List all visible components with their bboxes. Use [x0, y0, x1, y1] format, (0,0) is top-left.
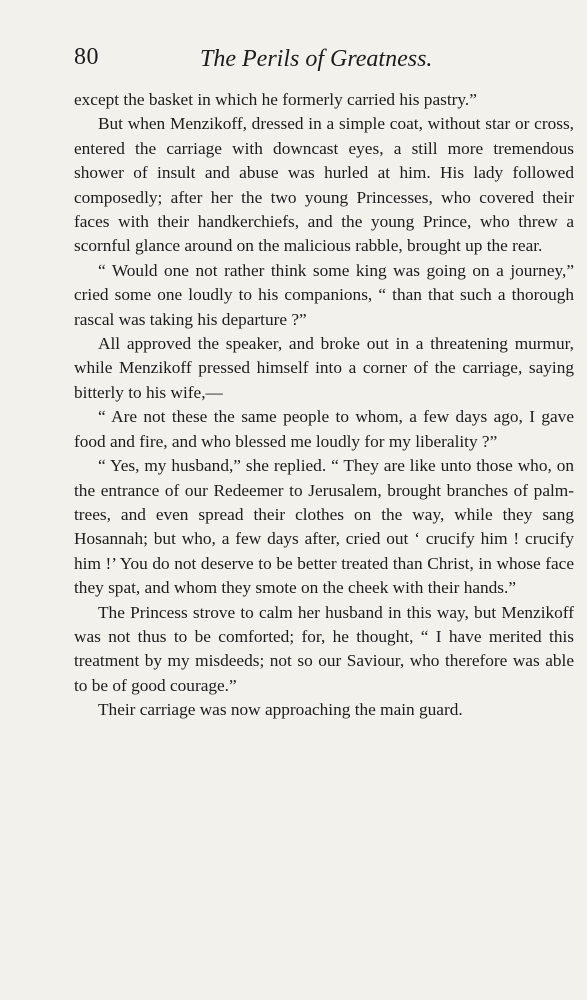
paragraph: Their carriage was now approaching the main guard. — [98, 700, 463, 720]
body-text — [74, 88, 574, 723]
paragraph: “ Yes, my husband,” she replied. “ They are like unto those who, on the entrance of our Redeemer to Jerusalem, brought branches of palm-trees, and even spread their clothes on the way, while they sang Hosannah; but who, a few days after, cried out ‘ crucify him ! crucify him !’ You do not deserve to be better treated than Christ, in whose face they spat, and whom they smote on the cheek with their hands.” — [74, 456, 574, 598]
page-number: 80 — [74, 44, 99, 70]
paragraph: “ Are not these the same people to whom, a few days ago, I gave food and fire, and who blessed me loudly for my liberality ?” — [74, 407, 574, 451]
paragraph: All approved the speaker, and broke out in a threatening murmur, while Menzikoff pressed himself into a corner of the carriage, saying bitterly to his wife,— — [74, 334, 574, 402]
paragraph: except the basket in which he formerly carried his pastry.” — [74, 90, 477, 109]
paragraph: But when Menzikoff, dressed in a simple coat, without star or cross, entered the carriage with downcast eyes, a still more tremendous shower of insult and abuse was hurled at him. His lady followed composedly; after her the two young Princesses, who covered their faces with their handkerchiefs, and the young Prince, who threw a scornful glance around on the malicious rabble, brought up the rear. — [74, 114, 574, 256]
paragraph: “ Would one not rather think some king was going on a journey,” cried some one loudly to his companions, “ than that such a thorough rascal was taking his departure ?” — [74, 260, 574, 329]
page-header — [74, 44, 474, 78]
paragraph: The Princess strove to calm her husband in this way, but Menzikoff was not thus to be comforted; for, he thought, “ I have merited this treatment by my misdeeds; not so our Saviour, who therefore was able to be of good courage.” — [74, 602, 574, 695]
running-title: The Perils of Greatness. — [200, 46, 433, 72]
